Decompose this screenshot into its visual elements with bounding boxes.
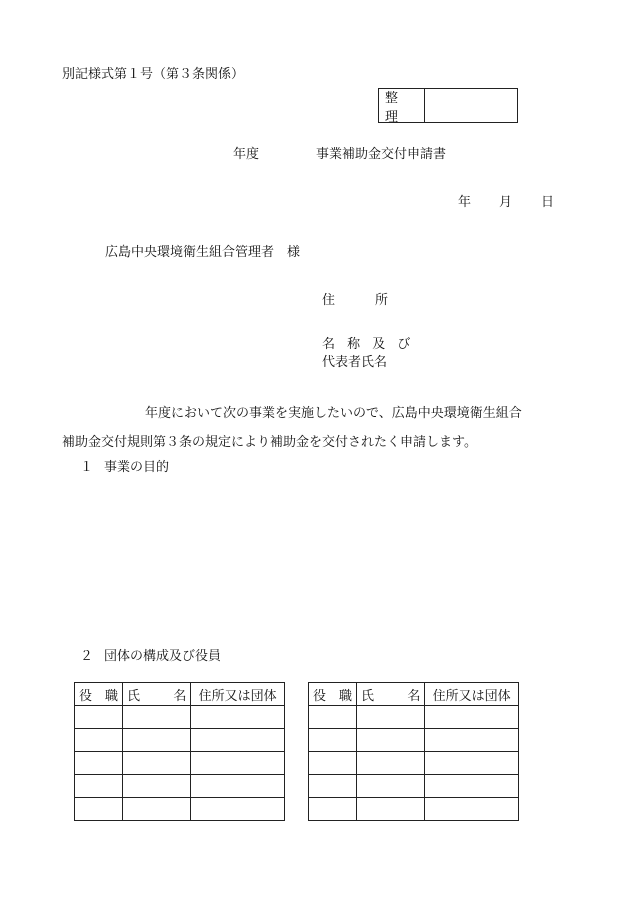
table-row xyxy=(309,752,519,775)
cell-name[interactable] xyxy=(357,775,425,798)
cell-role[interactable] xyxy=(75,706,123,729)
date-year-label: 年 xyxy=(458,195,472,210)
table-row xyxy=(309,798,519,821)
cell-name[interactable] xyxy=(357,752,425,775)
table-row xyxy=(75,752,285,775)
table-row xyxy=(75,706,285,729)
cell-role[interactable] xyxy=(309,775,357,798)
cell-address[interactable] xyxy=(425,729,519,752)
document-title: 事業補助金交付申請書 xyxy=(316,147,447,162)
header-role: 役 職 xyxy=(309,683,357,706)
cell-address[interactable] xyxy=(425,706,519,729)
applicant-name-label-line2: 代表者氏名 xyxy=(322,355,388,370)
header-name-part1: 氏 xyxy=(127,688,141,704)
seiri-label: 整 理 xyxy=(379,89,425,122)
table-header-row xyxy=(75,683,285,706)
table-row xyxy=(75,729,285,752)
header-address: 住所又は団体 xyxy=(425,683,519,706)
cell-address[interactable] xyxy=(191,706,285,729)
item-heading-members: 団体の構成及び役員 xyxy=(104,649,222,664)
applicant-address-label xyxy=(322,294,388,307)
cell-role[interactable] xyxy=(75,798,123,821)
cell-name[interactable] xyxy=(357,729,425,752)
cell-role[interactable] xyxy=(75,775,123,798)
cell-address[interactable] xyxy=(191,775,285,798)
addressee: 広島中央環境衛生組合管理者 様 xyxy=(105,245,301,260)
cell-address[interactable] xyxy=(191,729,285,752)
cell-role[interactable] xyxy=(309,729,357,752)
cell-address[interactable] xyxy=(191,798,285,821)
date-month-label: 月 xyxy=(499,195,513,210)
body-text-line2: 補助金交付規則第３条の規定により補助金を交付されたく申請します。 xyxy=(62,435,477,450)
cell-role[interactable] xyxy=(309,798,357,821)
members-table-left xyxy=(74,682,285,821)
header-role: 役 職 xyxy=(75,683,123,706)
date-day-label: 日 xyxy=(541,195,555,210)
cell-address[interactable] xyxy=(425,752,519,775)
address-label-part1: 住 xyxy=(322,293,336,308)
cell-name[interactable] xyxy=(357,706,425,729)
table-row xyxy=(309,729,519,752)
cell-name[interactable] xyxy=(357,798,425,821)
seiri-box xyxy=(378,88,518,123)
fiscal-year-label: 年度 xyxy=(233,147,260,162)
table-row xyxy=(309,775,519,798)
header-name-part1: 氏 xyxy=(361,688,375,704)
form-number: 別記様式第１号（第３条関係） xyxy=(62,67,245,82)
cell-name[interactable] xyxy=(123,752,191,775)
header-name-part2: 名 xyxy=(407,688,421,704)
members-table-right xyxy=(308,682,519,821)
cell-role[interactable] xyxy=(75,729,123,752)
header-address: 住所又は団体 xyxy=(191,683,285,706)
cell-role[interactable] xyxy=(309,752,357,775)
table-row xyxy=(75,798,285,821)
table-header-row xyxy=(309,683,519,706)
cell-name[interactable] xyxy=(123,729,191,752)
item-heading-purpose: 事業の目的 xyxy=(104,460,170,475)
table-row xyxy=(75,775,285,798)
applicant-name-label-line1: 名 称 及 び xyxy=(322,337,415,352)
address-label-part2: 所 xyxy=(375,293,389,308)
item-number: ２ xyxy=(80,649,94,664)
table-row xyxy=(309,706,519,729)
cell-name[interactable] xyxy=(123,706,191,729)
cell-address[interactable] xyxy=(191,752,285,775)
cell-role[interactable] xyxy=(309,706,357,729)
seiri-value-field[interactable] xyxy=(425,89,517,122)
header-name xyxy=(357,683,425,706)
header-name-part2: 名 xyxy=(173,688,187,704)
cell-name[interactable] xyxy=(123,775,191,798)
cell-name[interactable] xyxy=(123,798,191,821)
cell-address[interactable] xyxy=(425,798,519,821)
body-text-line1: 年度において次の事業を実施したいので、広島中央環境衛生組合 xyxy=(145,406,522,421)
cell-role[interactable] xyxy=(75,752,123,775)
cell-address[interactable] xyxy=(425,775,519,798)
header-name xyxy=(123,683,191,706)
item-number: １ xyxy=(80,460,94,475)
